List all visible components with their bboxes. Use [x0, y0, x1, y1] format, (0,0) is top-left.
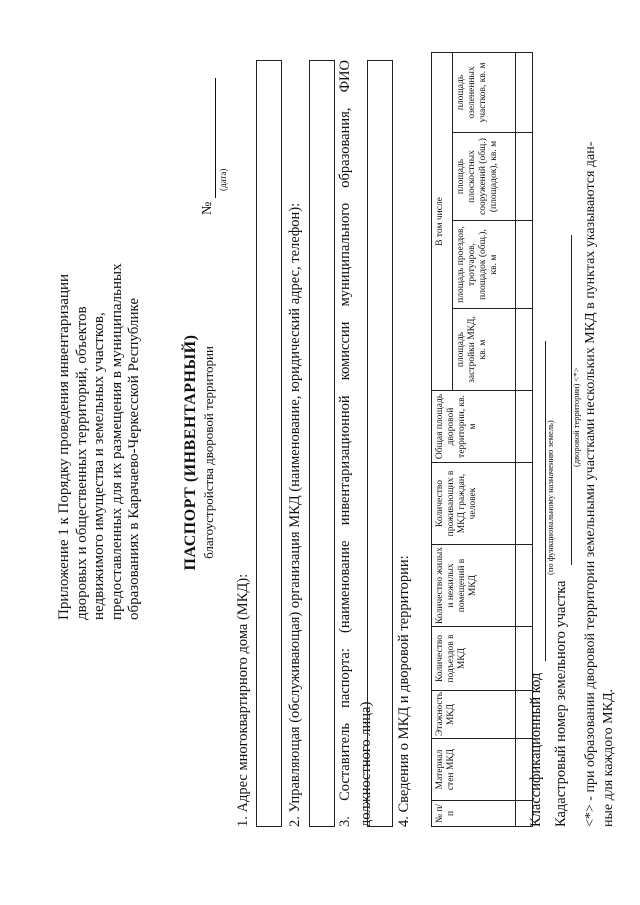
col-header-driveways-area: площадь проездов, тротуаров, площадок (общ.), кв. м	[453, 221, 516, 309]
table-cell[interactable]	[516, 52, 533, 132]
manager-label: 2. Управляющая (обслуживающая) организация МКД (наименование, юридический адрес, телефон):	[287, 202, 303, 827]
table-cell[interactable]	[516, 463, 533, 545]
appendix-line: образованиях в Карачаево-Черкесской Республике	[126, 297, 142, 620]
address-label: 1. Адрес многоквартирного дома (МКД):	[235, 573, 251, 827]
table-cell[interactable]	[516, 133, 533, 221]
footnote-line-cont: ные для каждого МКД.	[601, 689, 616, 827]
number-sign: №	[200, 201, 215, 215]
appendix-line: недвижимого имущества и земельных участков,	[91, 312, 107, 620]
cadastral-label: Кадастровый номер земельного участка	[553, 580, 569, 827]
col-header-green-area: площадь озелененных участков, кв. м	[453, 52, 516, 132]
col-header-floors: Этажность МКД	[432, 691, 516, 739]
appendix-line: Приложение 1 к Порядку проведения инвентаризации	[56, 273, 72, 620]
col-header-total-area: Общая площадь дворовой территории, кв. м	[432, 391, 516, 463]
manager-field[interactable]	[309, 60, 335, 827]
date-label: (дата)	[218, 168, 228, 191]
col-header-residents: Количество проживающих в МКД граждан, человек	[432, 463, 516, 545]
page-title: ПАСПОРТ (ИНВЕНТАРНЫЙ)	[182, 334, 199, 571]
table-header-row	[432, 52, 453, 826]
table-cell[interactable]	[516, 391, 533, 463]
number-line	[200, 78, 216, 215]
footnote-line: <*> - при образовании дворовой территории земельными участками нескольких МКД в пунктах указываются дан-	[583, 141, 598, 827]
address-field[interactable]	[256, 60, 282, 827]
classification-label: Классификационный код	[528, 672, 544, 827]
info-table	[431, 52, 533, 827]
col-header-wall-material: Материал стен МКД	[432, 739, 516, 801]
col-group-header: В том числе	[432, 52, 453, 390]
compiler-label-cont: должностного лица)	[358, 701, 374, 827]
number-blank[interactable]	[201, 78, 216, 198]
col-header-premises: Количество жилых и нежилых помещений в МКД	[432, 545, 516, 627]
col-header-entrances: Количество подъездов в МКД	[432, 627, 516, 691]
page-subtitle: благоустройства дворовой территории	[201, 346, 216, 559]
table-cell[interactable]	[516, 545, 533, 627]
col-header-building-area: площадь застройки МКД, кв. м	[453, 309, 516, 391]
cadastral-note: (дворовой территории) <*>	[571, 367, 581, 467]
info-label: 4. Сведения о МКД и дворовой территории:	[396, 555, 412, 827]
col-header-playgrounds-area: площадь плоскостных сооружений (общ.) (площадок), кв. м	[453, 133, 516, 221]
compiler-label: 3. Составитель паспорта: (наименование инвентаризационной комиссии муниципального образования, ФИО	[337, 60, 353, 827]
table-cell[interactable]	[516, 221, 533, 309]
appendix-header	[56, 140, 144, 620]
table-cell[interactable]	[516, 309, 533, 391]
appendix-line: дворовых и общественных территорий, объектов	[73, 306, 90, 620]
appendix-line: предоставленных для их размещения в муниципальных	[108, 263, 125, 620]
compiler-field[interactable]	[367, 60, 393, 827]
classification-note: (по функциональному назначению земель)	[545, 420, 555, 575]
col-header-number: № п/п	[432, 801, 516, 827]
